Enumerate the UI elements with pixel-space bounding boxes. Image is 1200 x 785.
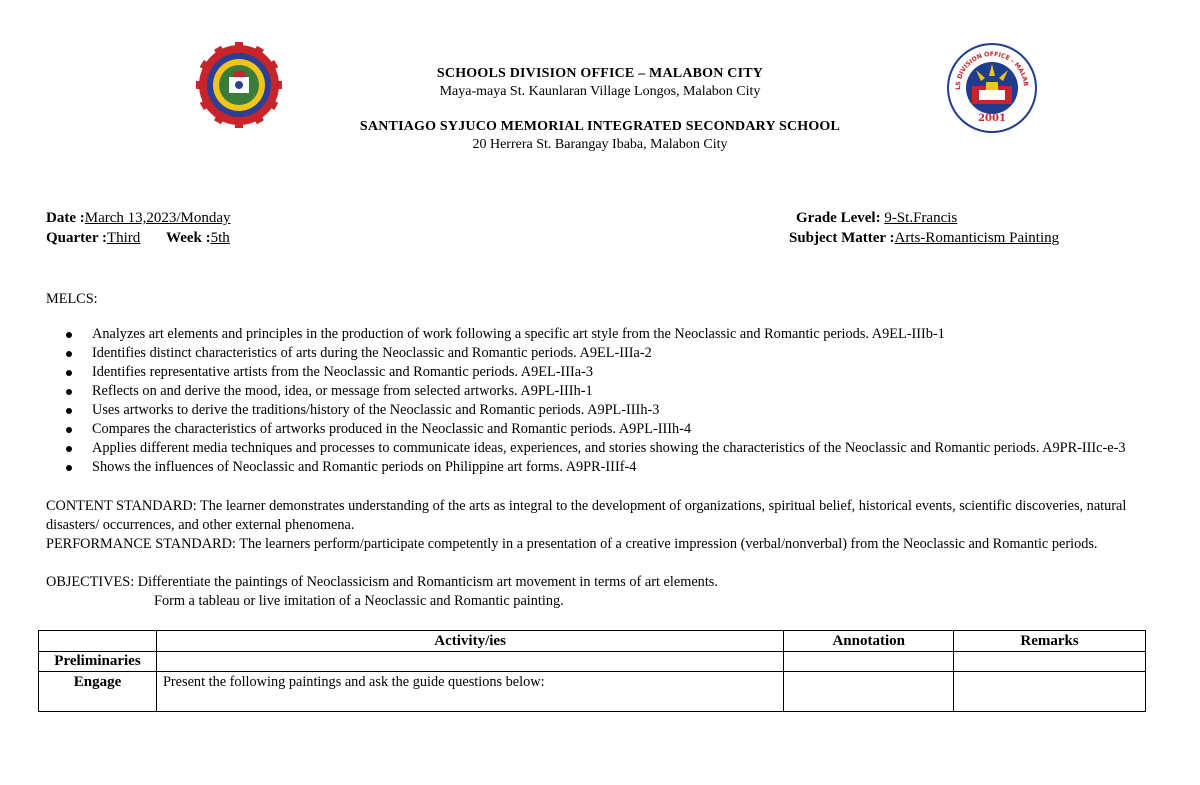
lesson-plan-table <box>38 630 1146 712</box>
subject-label: Subject Matter : <box>789 230 895 246</box>
quarter-label: Quarter : <box>46 230 107 246</box>
row-label: Engage <box>39 672 157 712</box>
grade-line <box>796 210 957 227</box>
date-label: Date : <box>46 210 85 226</box>
seal-year: 2001 <box>978 113 1006 124</box>
quarter-value: Third <box>106 230 141 246</box>
melc-item: Applies different media techniques and processes to communicate ideas, experiences, and stories showing the characteristics of the Neoclassic and Romantic periods. A9PR-IIIc-e-3 <box>62 439 1152 458</box>
melc-item: Uses artworks to derive the traditions/history of the Neoclassic and Romantic periods. A9PL-IIIh-3 <box>62 401 1152 420</box>
division-name: SCHOOLS DIVISION OFFICE – MALABON CITY <box>436 66 764 81</box>
melc-item: Shows the influences of Neoclassic and Romantic periods on Philippine art forms. A9PR-IIIf-4 <box>62 458 1152 477</box>
melc-item: Identifies distinct characteristics of arts during the Neoclassic and Romantic periods. A9EL-IIIa-2 <box>62 344 1152 363</box>
melcs-label: MELCS: <box>46 291 98 307</box>
subject-value: Arts-Romanticism Painting <box>894 230 1060 246</box>
seal-ring-text: LS DIVISION OFFICE - MALAB <box>954 50 1030 90</box>
week-label: Week : <box>166 230 211 246</box>
table-header-row <box>39 631 1146 652</box>
performance-standard: PERFORMANCE STANDARD: The learners perform/participate competently in a presentation of a creative impression (verbal/nonverbal) from the Neoclassic and Romantic periods. <box>46 536 1098 552</box>
table-row <box>39 672 1146 712</box>
grade-value: 9-St.Francis <box>884 210 958 226</box>
melc-item: Identifies representative artists from the Neoclassic and Romantic periods. A9EL-IIIa-3 <box>62 363 1152 382</box>
week-value: 5th <box>210 230 230 246</box>
header-cell: Annotation <box>784 631 954 652</box>
melc-item: Reflects on and derive the mood, idea, or message from selected artworks. A9PL-IIIh-1 <box>62 382 1152 401</box>
header-cell: Activity/ies <box>156 631 783 652</box>
date-line <box>46 210 231 227</box>
subject-line <box>789 230 1059 247</box>
objectives-line1: OBJECTIVES: Differentiate the paintings of Neoclassicism and Romanticism art movement in terms of art elements. <box>46 574 718 590</box>
activity-cell: Present the following paintings and ask the guide questions below: <box>156 672 783 712</box>
quarter-week-line <box>46 230 230 247</box>
date-value: March 13,2023/Monday <box>84 210 231 226</box>
remarks-cell <box>954 652 1146 672</box>
school-name: SANTIAGO SYJUCO MEMORIAL INTEGRATED SECONDARY SCHOOL <box>359 119 841 134</box>
grade-label: Grade Level: <box>796 210 885 226</box>
melcs-list <box>62 325 1152 477</box>
melc-item: Compares the characteristics of artworks produced in the Neoclassic and Romantic periods. A9PL-IIIh-4 <box>62 420 1152 439</box>
row-label: Preliminaries <box>39 652 157 672</box>
activity-cell <box>156 652 783 672</box>
content-standard: CONTENT STANDARD: The learner demonstrates understanding of the arts as integral to the development of organizations, spiritual belief, historical events, scientific discoveries, natural disasters/ occurrences, and other external phenomena. <box>46 498 1127 533</box>
table-row <box>39 652 1146 672</box>
header-cell: Remarks <box>954 631 1146 652</box>
header-cell <box>39 631 157 652</box>
remarks-cell <box>954 672 1146 712</box>
school-address: 20 Herrera St. Barangay Ibaba, Malabon City <box>472 137 728 152</box>
objectives-line2: Form a tableau or live imitation of a Neoclassic and Romantic painting. <box>154 593 564 609</box>
annotation-cell <box>784 672 954 712</box>
annotation-cell <box>784 652 954 672</box>
melc-item: Analyzes art elements and principles in the production of work following a specific art style from the Neoclassic and Romantic periods. A9EL-IIIb-1 <box>62 325 1152 344</box>
division-address: Maya-maya St. Kaunlaran Village Longos, Malabon City <box>439 84 761 99</box>
